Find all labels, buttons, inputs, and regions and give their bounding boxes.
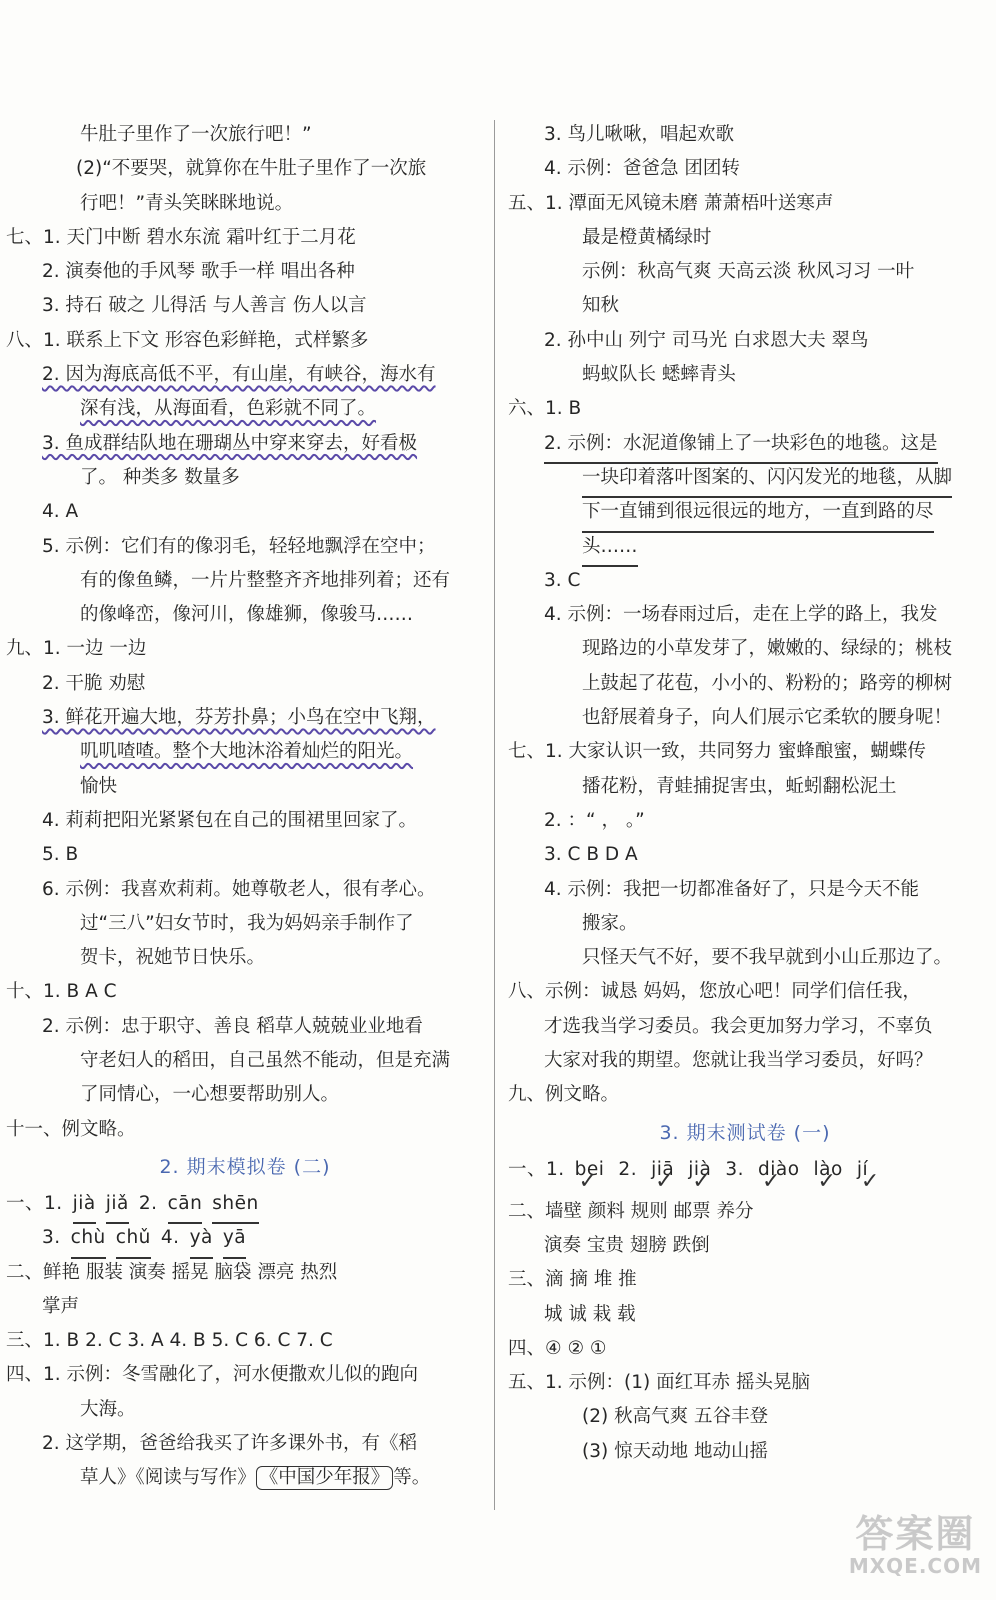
answer-text: 才选我当学习委员。我会更加努力学习，不辜负	[544, 1015, 933, 1037]
answer-text: 七、1. 天门中断 碧水东流 霜叶红于二月花	[6, 226, 356, 248]
answer-text: 三、1. B 2. C 3. A 4. B 5. C 6. C 7. C	[6, 1330, 333, 1352]
right-line	[508, 632, 982, 666]
left-line	[6, 324, 484, 358]
answer-text: 只怪天气不好，要不我早就到小山丘那边了。	[582, 947, 953, 969]
left-line	[6, 975, 484, 1009]
left-line	[6, 598, 484, 632]
right-line	[508, 564, 982, 598]
answer-text: 大家对我的期望。您就让我当学习委员，好吗？	[544, 1050, 933, 1072]
answer-text: 3. 鸟儿啾啾，唱起欢歌	[544, 124, 735, 145]
answer-text: (3) 惊天动地 地动山摇	[582, 1440, 768, 1462]
left-line	[6, 735, 484, 769]
right-line	[508, 770, 982, 804]
question-number: 3.	[42, 1227, 61, 1249]
left-line	[6, 873, 484, 907]
answer-text: 现路边的小草发芽了，嫩嫩的、绿绿的；桃枝	[582, 638, 953, 660]
answer-text: 2. 示例：忠于职守、善良 稻草人兢兢业业地看	[42, 1015, 423, 1037]
left-line	[6, 1393, 484, 1427]
answer-text: 十、1. B A C	[6, 981, 117, 1003]
left-line	[6, 1113, 484, 1147]
answer-text: 5. 示例：它们有的像羽毛，轻轻地飘浮在空中；	[42, 535, 436, 557]
right-line	[508, 1263, 982, 1297]
answer-text: 四、④ ② ①	[508, 1337, 607, 1359]
section-heading: 3. 期末测试卷 (一)	[659, 1121, 831, 1144]
answer-text: 也舒展着身子，向人们展示它柔软的腰身呢！	[582, 707, 953, 729]
left-line	[6, 1290, 484, 1324]
answer-text: 2. 这学期，爸爸给我买了许多课外书，有《稻	[42, 1432, 418, 1454]
right-line	[508, 530, 982, 564]
checked-pinyin: bei ✓	[575, 1153, 605, 1187]
left-line	[6, 1461, 484, 1495]
answer-text: 草人》《阅读与写作》	[80, 1467, 256, 1489]
left-line	[6, 1078, 484, 1112]
left-line	[6, 358, 484, 392]
answer-text: 行吧！”青头笑眯眯地说。	[80, 192, 294, 214]
answer-text: 一块印着落叶图案的、闪闪发光的地毯，从脚	[582, 461, 952, 498]
section-heading: 2. 期末模拟卷 (二)	[159, 1155, 331, 1178]
right-line	[508, 598, 982, 632]
right-line	[508, 1229, 982, 1263]
pinyin-answer: yā	[223, 1221, 246, 1258]
left-line	[6, 1427, 484, 1461]
question-number: 3.	[725, 1158, 744, 1180]
left-line	[6, 221, 484, 255]
pinyin-answer: shēn	[212, 1187, 258, 1224]
checked-pinyin: lào ✓	[814, 1153, 843, 1187]
checked-pinyin: jià ✓	[688, 1153, 711, 1187]
answer-text: 5. B	[42, 844, 79, 866]
question-number: 4.	[160, 1227, 180, 1249]
pinyin-check-row	[508, 1153, 982, 1195]
answer-text: 四、1. 示例：冬雪融化了，河水便撒欢儿似的跑向	[6, 1364, 419, 1386]
question-number: 2.	[618, 1158, 638, 1180]
answer-text: 愉快	[80, 775, 118, 797]
pinyin-row	[6, 1221, 484, 1255]
right-line	[508, 838, 982, 872]
left-line	[6, 838, 484, 872]
right-line	[508, 461, 982, 495]
right-line	[508, 324, 982, 358]
left-line	[6, 392, 484, 426]
right-line	[508, 1044, 982, 1078]
answer-text: 等。	[393, 1467, 431, 1489]
right-line	[508, 289, 982, 323]
answer-text: 守老妇人的稻田，自己虽然不能动，但是充满	[80, 1050, 451, 1072]
pinyin-answer: jiǎ	[106, 1187, 129, 1224]
left-line	[6, 530, 484, 564]
answer-text: 示例：秋高气爽 天高云淡 秋风习习 一叶	[582, 261, 915, 283]
left-line	[6, 118, 484, 152]
answer-text: 播花粉，青蛙捕捉害虫，蚯蚓翻松泥土	[582, 775, 897, 797]
right-line	[508, 152, 982, 186]
right-line	[508, 221, 982, 255]
answer-text: (2) 秋高气爽 五谷丰登	[582, 1406, 768, 1428]
right-line	[508, 118, 982, 152]
answer-text: 6. 示例：我喜欢莉莉。她尊敬老人，很有孝心。	[42, 878, 436, 900]
answer-text: 4. 示例：我把一切都准备好了，只是今天不能	[544, 878, 920, 900]
answer-text: 二、墙壁 颜料 规则 邮票 养分	[508, 1200, 754, 1222]
pinyin-answer: chù	[71, 1221, 106, 1258]
answer-text: 搬家。	[582, 912, 638, 934]
right-line	[508, 1332, 982, 1366]
left-line	[6, 1044, 484, 1078]
right-line	[508, 975, 982, 1009]
answer-text: 4. 示例：爸爸急 团团转	[544, 158, 740, 180]
answer-text: 2. 孙中山 列宁 司马光 白求恩大夫 翠鸟	[544, 329, 869, 351]
pinyin-answer: chǔ	[116, 1221, 151, 1258]
answer-text: 2. ：“ ， 。”	[544, 809, 645, 831]
answer-text: 2. 因为海底高低不平，有山崖，有峡谷，海水有	[42, 364, 436, 386]
left-line	[6, 255, 484, 289]
left-line	[6, 289, 484, 323]
question-number: 2.	[138, 1192, 158, 1214]
answer-text: 4. 莉莉把阳光紧紧包在自己的围裙里回家了。	[42, 809, 418, 831]
right-line	[508, 187, 982, 221]
answer-text: 七、1. 大家认识一致，共同努力 蜜蜂酿蜜，蝴蝶传	[508, 741, 926, 763]
answer-text: 演奏 宝贵 翅膀 跌倒	[544, 1234, 710, 1256]
right-line	[508, 735, 982, 769]
right-line	[508, 1400, 982, 1434]
answer-text: 3. 持石 破之 儿得活 与人善言 伤人以言	[42, 295, 367, 317]
answer-text: 五、1. 潭面无风镜未磨 萧萧梧叶送寒声	[508, 192, 834, 214]
right-column	[508, 118, 982, 1469]
left-line	[6, 1324, 484, 1358]
question-number: 一、1.	[6, 1192, 63, 1214]
answer-text: 掌声	[42, 1295, 80, 1317]
right-line	[508, 358, 982, 392]
left-line	[6, 427, 484, 461]
left-line	[6, 1358, 484, 1392]
answer-text: 了。 种类多 数量多	[80, 466, 240, 488]
answer-text: 过“三八”妇女节时，我为妈妈亲手制作了	[80, 912, 414, 934]
answer-text: 4. 示例：一场春雨过后，走在上学的路上，我发	[544, 604, 938, 626]
checked-pinyin: jí ✓	[857, 1153, 868, 1187]
answer-text: 深有浅，从海面看，色彩就不同了。	[80, 398, 377, 420]
pinyin-row	[6, 1187, 484, 1221]
checked-pinyin: jiā ✓	[651, 1153, 674, 1187]
answer-text: 十一、例文略。	[6, 1118, 136, 1140]
right-line	[508, 804, 982, 838]
answer-text: (2)“不要哭，就算你在牛肚子里作了一次旅	[76, 158, 427, 180]
left-line	[6, 1010, 484, 1044]
boxed-answer: 《中国少年报》	[256, 1466, 394, 1490]
answer-text: 五、1. 示例：(1) 面红耳赤 摇头晃脑	[508, 1372, 810, 1394]
answer-text: 叽叽喳喳。整个大地沐浴着灿烂的阳光。	[80, 741, 414, 763]
answer-text: 下一直铺到很远很远的地方，一直到路的尽	[582, 495, 934, 532]
right-line	[508, 1195, 982, 1229]
watermark-logo	[849, 1514, 982, 1578]
right-line	[508, 392, 982, 426]
left-line	[6, 667, 484, 701]
left-line	[6, 941, 484, 975]
right-line	[508, 1010, 982, 1044]
left-line	[6, 804, 484, 838]
left-line	[6, 907, 484, 941]
answer-text: 有的像鱼鳞，一片片整整齐齐地排列着；还有	[80, 569, 451, 591]
right-line	[508, 873, 982, 907]
answer-text: 八、示例：诚恳 妈妈，您放心吧！同学们信任我，	[508, 981, 921, 1003]
answer-text: 大海。	[80, 1398, 136, 1420]
pinyin-answer: jià	[73, 1187, 96, 1224]
answer-text: 最是橙黄橘绿时	[582, 226, 712, 248]
left-line	[6, 461, 484, 495]
left-line	[6, 770, 484, 804]
answer-text: 2. 示例：水泥道像铺上了一块彩色的地毯。这是	[544, 427, 938, 464]
right-line	[508, 667, 982, 701]
answer-text: 4. A	[42, 501, 79, 523]
pinyin-answer: cān	[168, 1187, 203, 1224]
right-line	[508, 907, 982, 941]
pinyin-answer: yà	[190, 1221, 213, 1258]
answer-text: 九、例文略。	[508, 1084, 620, 1106]
left-column	[6, 118, 484, 1496]
answer-text: 3. 鱼成群结队地在珊瑚丛中穿来穿去，好看极	[42, 432, 418, 454]
column-divider	[494, 120, 495, 1510]
answer-text: 八、1. 联系上下文 形容色彩鲜艳，式样繁多	[6, 329, 369, 351]
left-line	[6, 564, 484, 598]
right-line	[508, 427, 982, 461]
right-line	[508, 1298, 982, 1332]
left-line	[6, 152, 484, 186]
answer-text: 3. C	[544, 569, 581, 591]
right-line	[508, 701, 982, 735]
right-line	[508, 941, 982, 975]
left-line	[6, 495, 484, 529]
answer-text: 贺卡，祝她节日快乐。	[80, 947, 266, 969]
right-line	[508, 1078, 982, 1112]
left-line	[6, 187, 484, 221]
left-line	[6, 1256, 484, 1290]
answer-text: 城 诚 栽 载	[544, 1303, 636, 1325]
answer-text: 牛肚子里作了一次旅行吧！”	[80, 124, 312, 145]
answer-text: 蚂蚁队长 蟋蟀青头	[582, 364, 736, 386]
right-line	[508, 1366, 982, 1400]
watermark-url: MXQE.COM	[848, 1554, 982, 1578]
answer-text: 三、滴 摘 堆 推	[508, 1269, 637, 1291]
answer-text: 六、1. B	[508, 398, 582, 420]
answer-text: 上鼓起了花苞，小小的、粉粉的；路旁的柳树	[582, 672, 953, 694]
answer-text: 九、1. 一边 一边	[6, 638, 147, 660]
left-line	[6, 632, 484, 666]
answer-text: 的像峰峦，像河川，像雄狮，像骏马……	[80, 604, 414, 626]
watermark-title: 答案圈	[855, 1512, 976, 1556]
answer-text: 2. 演奏他的手风琴 歌手一样 唱出各种	[42, 261, 355, 283]
left-line	[6, 701, 484, 735]
answer-text: 2. 干脆 劝慰	[42, 672, 146, 694]
answer-text: 头……	[582, 530, 638, 567]
right-line	[508, 495, 982, 529]
answer-text: 3. 鲜花开遍大地，芬芳扑鼻；小鸟在空中飞翔，	[42, 707, 436, 729]
question-number: 一、1.	[508, 1158, 565, 1180]
right-line	[508, 1435, 982, 1469]
answer-text: 二、鲜艳 服装 演奏 摇晃 脑袋 漂亮 热烈	[6, 1261, 338, 1283]
answer-text: 3. C B D A	[544, 844, 638, 866]
right-line	[508, 255, 982, 289]
answer-text: 了同情心，一心想要帮助别人。	[80, 1084, 340, 1106]
answer-text: 知秋	[582, 295, 620, 317]
checked-pinyin: diào ✓	[758, 1153, 800, 1187]
